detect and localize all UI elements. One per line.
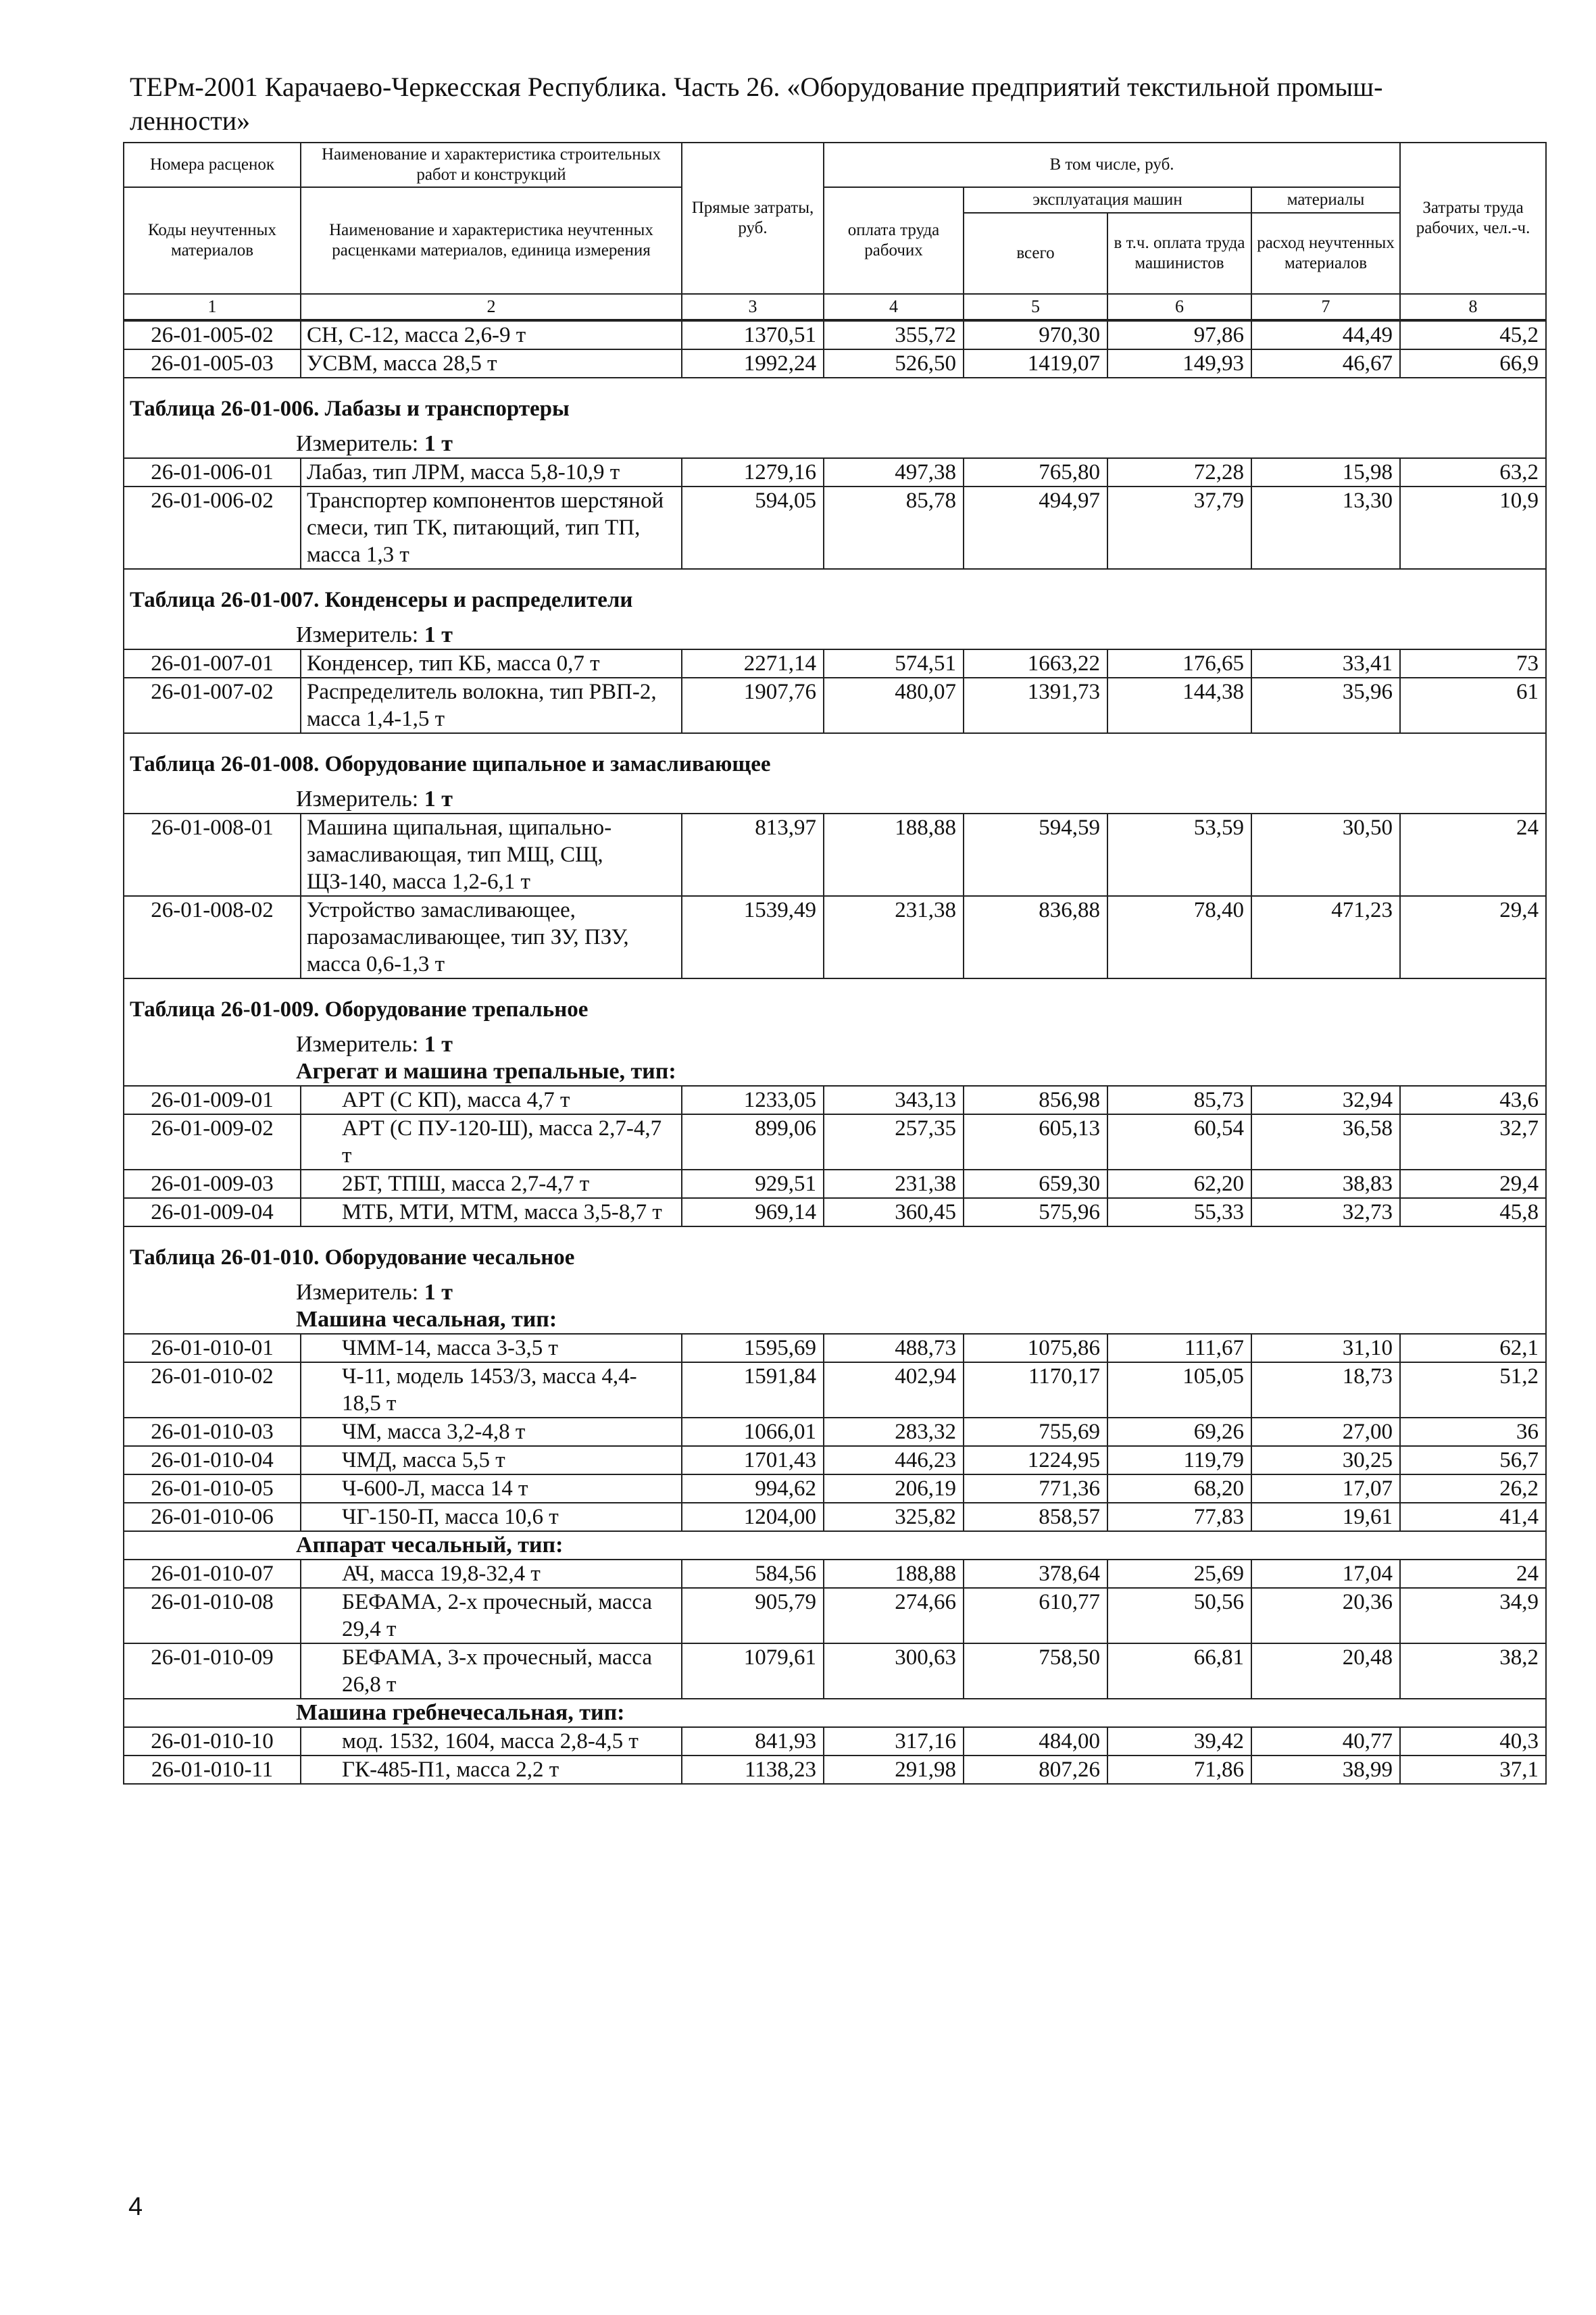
rate-value: 40,3 bbox=[1400, 1727, 1546, 1756]
section-spacer bbox=[124, 778, 1546, 786]
rate-value: 899,06 bbox=[682, 1114, 824, 1170]
section-spacer bbox=[124, 733, 1546, 751]
rate-value: 45,8 bbox=[1400, 1198, 1546, 1226]
rate-value: 30,25 bbox=[1251, 1446, 1400, 1474]
rate-code: 26-01-010-08 bbox=[124, 1588, 301, 1643]
rate-code: 26-01-010-03 bbox=[124, 1418, 301, 1446]
header-materials: материалы bbox=[1251, 187, 1400, 213]
table-row bbox=[124, 896, 1546, 978]
header-machines: эксплуатация машин bbox=[964, 187, 1251, 213]
section-title: Таблица 26-01-006. Лабазы и транспортеры bbox=[124, 395, 1546, 422]
rate-value: 85,73 bbox=[1107, 1086, 1251, 1114]
rate-value: 257,35 bbox=[824, 1114, 964, 1170]
rate-value: 38,99 bbox=[1251, 1756, 1400, 1784]
rate-value: 55,33 bbox=[1107, 1198, 1251, 1226]
rate-value: 85,78 bbox=[824, 487, 964, 569]
rate-value: 36 bbox=[1400, 1418, 1546, 1446]
rate-value: 970,30 bbox=[964, 321, 1107, 349]
section-spacer bbox=[124, 378, 1546, 395]
page-title bbox=[130, 70, 1481, 138]
rate-value: 355,72 bbox=[824, 321, 964, 349]
rate-value: 605,13 bbox=[964, 1114, 1107, 1170]
rate-value: 291,98 bbox=[824, 1756, 964, 1784]
rate-value: 105,05 bbox=[1107, 1362, 1251, 1418]
header-including: В том числе, руб. bbox=[824, 143, 1400, 187]
unit-value: 1 т bbox=[424, 622, 453, 647]
table-row bbox=[124, 1362, 1546, 1418]
rate-value: 17,07 bbox=[1251, 1474, 1400, 1503]
rate-value: 61 bbox=[1400, 678, 1546, 733]
table-row bbox=[124, 678, 1546, 733]
rate-code: 26-01-010-11 bbox=[124, 1756, 301, 1784]
section-spacer bbox=[124, 614, 1546, 622]
rate-code: 26-01-008-02 bbox=[124, 896, 301, 978]
section-spacer bbox=[124, 1271, 1546, 1279]
rate-name: ЧГ-150-П, масса 10,6 т bbox=[301, 1503, 682, 1531]
section-spacer bbox=[124, 569, 1546, 587]
rates-sheet bbox=[123, 142, 1545, 1785]
rate-value: 66,81 bbox=[1107, 1643, 1251, 1699]
rate-value: 1170,17 bbox=[964, 1362, 1107, 1418]
rate-code: 26-01-009-04 bbox=[124, 1198, 301, 1226]
rate-value: 13,30 bbox=[1251, 487, 1400, 569]
rate-value: 18,73 bbox=[1251, 1362, 1400, 1418]
rate-value: 807,26 bbox=[964, 1756, 1107, 1784]
rate-value: 25,69 bbox=[1107, 1560, 1251, 1588]
rate-value: 1279,16 bbox=[682, 458, 824, 487]
rate-name: Распределитель волокна, тип РВП-2, масса 1,4-1,5 т bbox=[301, 678, 682, 733]
rate-value: 176,65 bbox=[1107, 649, 1251, 678]
rate-name: АРТ (С ПУ-120-Ш), масса 2,7-4,7 т bbox=[301, 1114, 682, 1170]
rate-value: 317,16 bbox=[824, 1727, 964, 1756]
rate-value: 526,50 bbox=[824, 349, 964, 378]
table-row bbox=[124, 1086, 1546, 1114]
rate-value: 32,73 bbox=[1251, 1198, 1400, 1226]
rate-value: 24 bbox=[1400, 814, 1546, 896]
rate-value: 40,77 bbox=[1251, 1727, 1400, 1756]
rate-value: 1075,86 bbox=[964, 1334, 1107, 1362]
rate-name: МТБ, МТИ, МТМ, масса 3,5-8,7 т bbox=[301, 1198, 682, 1226]
rate-value: 488,73 bbox=[824, 1334, 964, 1362]
rate-value: 494,97 bbox=[964, 487, 1107, 569]
unit-label: Измеритель: bbox=[296, 622, 419, 647]
table-row bbox=[124, 321, 1546, 349]
rate-value: 300,63 bbox=[824, 1643, 964, 1699]
rate-value: 325,82 bbox=[824, 1503, 964, 1531]
rate-value: 360,45 bbox=[824, 1198, 964, 1226]
rate-code: 26-01-005-02 bbox=[124, 321, 301, 349]
table-row bbox=[124, 814, 1546, 896]
rate-code: 26-01-010-09 bbox=[124, 1643, 301, 1699]
rate-value: 43,6 bbox=[1400, 1086, 1546, 1114]
header-labor-cost: Затраты труда рабочих, чел.-ч. bbox=[1400, 143, 1546, 294]
table-row bbox=[124, 458, 1546, 487]
rate-value: 659,30 bbox=[964, 1170, 1107, 1198]
rate-value: 378,64 bbox=[964, 1560, 1107, 1588]
rate-name: АРТ (С КП), масса 4,7 т bbox=[301, 1086, 682, 1114]
table-row bbox=[124, 1198, 1546, 1226]
unit-of-measure bbox=[124, 622, 1546, 649]
rate-name: ЧМ, масса 3,2-4,8 т bbox=[301, 1418, 682, 1446]
header-work-name: Наименование и характеристика строительных работ и конструкций bbox=[301, 143, 682, 187]
rate-value: 62,20 bbox=[1107, 1170, 1251, 1198]
rate-value: 34,9 bbox=[1400, 1588, 1546, 1643]
rate-value: 37,79 bbox=[1107, 487, 1251, 569]
rate-value: 858,57 bbox=[964, 1503, 1107, 1531]
table-row bbox=[124, 649, 1546, 678]
table-row bbox=[124, 1727, 1546, 1756]
rate-code: 26-01-010-05 bbox=[124, 1474, 301, 1503]
rate-value: 71,86 bbox=[1107, 1756, 1251, 1784]
rate-value: 149,93 bbox=[1107, 349, 1251, 378]
rate-value: 38,2 bbox=[1400, 1643, 1546, 1699]
rate-code: 26-01-009-03 bbox=[124, 1170, 301, 1198]
rates-table bbox=[123, 320, 1547, 1785]
rate-value: 497,38 bbox=[824, 458, 964, 487]
rate-value: 1539,49 bbox=[682, 896, 824, 978]
table-row bbox=[124, 1170, 1546, 1198]
rate-value: 29,4 bbox=[1400, 896, 1546, 978]
rate-name: Ч-600-Л, масса 14 т bbox=[301, 1474, 682, 1503]
rate-name: АЧ, масса 19,8-32,4 т bbox=[301, 1560, 682, 1588]
rate-name: СН, С-12, масса 2,6-9 т bbox=[301, 321, 682, 349]
rate-name: ЧММ-14, масса 3-3,5 т bbox=[301, 1334, 682, 1362]
rate-name: мод. 1532, 1604, масса 2,8-4,5 т bbox=[301, 1727, 682, 1756]
table-row bbox=[124, 1334, 1546, 1362]
rate-code: 26-01-006-01 bbox=[124, 458, 301, 487]
column-number: 5 bbox=[964, 294, 1107, 320]
rate-value: 2271,14 bbox=[682, 649, 824, 678]
column-number: 4 bbox=[824, 294, 964, 320]
rate-value: 575,96 bbox=[964, 1198, 1107, 1226]
rate-value: 594,05 bbox=[682, 487, 824, 569]
rate-value: 60,54 bbox=[1107, 1114, 1251, 1170]
rate-name: ГК-485-П1, масса 2,2 т bbox=[301, 1756, 682, 1784]
section-spacer bbox=[124, 978, 1546, 996]
section-title: Таблица 26-01-007. Конденсеры и распределители bbox=[124, 587, 1546, 614]
header-direct-costs: Прямые затраты, руб. bbox=[682, 143, 824, 294]
rate-value: 69,26 bbox=[1107, 1418, 1251, 1446]
rate-value: 63,2 bbox=[1400, 458, 1546, 487]
rate-value: 26,2 bbox=[1400, 1474, 1546, 1503]
rate-value: 1224,95 bbox=[964, 1446, 1107, 1474]
rate-value: 929,51 bbox=[682, 1170, 824, 1198]
rate-value: 111,67 bbox=[1107, 1334, 1251, 1362]
equipment-subheading: Аппарат чесальный, тип: bbox=[124, 1531, 1546, 1560]
unit-of-measure bbox=[124, 1279, 1546, 1306]
header-materials-usage: расход неучтенных материалов bbox=[1251, 213, 1400, 294]
rate-value: 856,98 bbox=[964, 1086, 1107, 1114]
rate-value: 471,23 bbox=[1251, 896, 1400, 978]
rate-value: 343,13 bbox=[824, 1086, 964, 1114]
rate-value: 68,20 bbox=[1107, 1474, 1251, 1503]
rate-name: Ч-11, модель 1453/3, масса 4,4-18,5 т bbox=[301, 1362, 682, 1418]
rate-code: 26-01-007-01 bbox=[124, 649, 301, 678]
unit-value: 1 т bbox=[424, 1032, 453, 1057]
rate-name: УСВМ, масса 28,5 т bbox=[301, 349, 682, 378]
rate-value: 1701,43 bbox=[682, 1446, 824, 1474]
rate-value: 771,36 bbox=[964, 1474, 1107, 1503]
rate-value: 66,9 bbox=[1400, 349, 1546, 378]
rate-code: 26-01-009-01 bbox=[124, 1086, 301, 1114]
table-row bbox=[124, 487, 1546, 569]
equipment-subheading: Машина гребнечесальная, тип: bbox=[124, 1699, 1546, 1727]
equipment-subheading: Машина чесальная, тип: bbox=[124, 1306, 1546, 1334]
rate-name: Машина щипальная, щипально-замасливающая, тип МЩ, СЩ, ЩЗ-140, масса 1,2-6,1 т bbox=[301, 814, 682, 896]
rate-value: 1907,76 bbox=[682, 678, 824, 733]
rate-value: 39,42 bbox=[1107, 1727, 1251, 1756]
rate-value: 1233,05 bbox=[682, 1086, 824, 1114]
rate-code: 26-01-006-02 bbox=[124, 487, 301, 569]
table-row bbox=[124, 1474, 1546, 1503]
rate-code: 26-01-007-02 bbox=[124, 678, 301, 733]
table-row bbox=[124, 1418, 1546, 1446]
unit-label: Измеритель: bbox=[296, 431, 419, 456]
rate-value: 758,50 bbox=[964, 1643, 1107, 1699]
rate-code: 26-01-010-06 bbox=[124, 1503, 301, 1531]
rate-code: 26-01-010-04 bbox=[124, 1446, 301, 1474]
rate-code: 26-01-005-03 bbox=[124, 349, 301, 378]
rate-value: 17,04 bbox=[1251, 1560, 1400, 1588]
page-title-line1: ТЕРм-2001 Карачаево-Черкесская Республика. Часть 26. «Оборудование предприятий текстильной промыш- bbox=[130, 72, 1383, 102]
rate-value: 78,40 bbox=[1107, 896, 1251, 978]
column-number: 3 bbox=[682, 294, 824, 320]
rate-value: 610,77 bbox=[964, 1588, 1107, 1643]
table-header bbox=[123, 142, 1547, 320]
rate-name: Конденсер, тип КБ, масса 0,7 т bbox=[301, 649, 682, 678]
header-labor-pay: оплата труда рабочих bbox=[824, 187, 964, 294]
rate-name: Устройство замасливающее, парозамасливающее, тип ЗУ, ПЗУ, масса 0,6-1,3 т bbox=[301, 896, 682, 978]
rate-code: 26-01-010-01 bbox=[124, 1334, 301, 1362]
rate-value: 994,62 bbox=[682, 1474, 824, 1503]
rate-value: 1595,69 bbox=[682, 1334, 824, 1362]
rate-value: 44,49 bbox=[1251, 321, 1400, 349]
rate-value: 755,69 bbox=[964, 1418, 1107, 1446]
rate-value: 836,88 bbox=[964, 896, 1107, 978]
column-number: 7 bbox=[1251, 294, 1400, 320]
rate-value: 1138,23 bbox=[682, 1756, 824, 1784]
header-rate-numbers: Номера расценок bbox=[124, 143, 301, 187]
rate-name: БЕФАМА, 3-х прочесный, масса 26,8 т bbox=[301, 1643, 682, 1699]
unit-value: 1 т bbox=[424, 431, 453, 456]
rate-value: 20,48 bbox=[1251, 1643, 1400, 1699]
rate-value: 41,4 bbox=[1400, 1503, 1546, 1531]
column-number: 8 bbox=[1400, 294, 1546, 320]
rate-value: 231,38 bbox=[824, 1170, 964, 1198]
rate-value: 1591,84 bbox=[682, 1362, 824, 1418]
rate-value: 1204,00 bbox=[682, 1503, 824, 1531]
table-row bbox=[124, 1588, 1546, 1643]
rate-value: 29,4 bbox=[1400, 1170, 1546, 1198]
column-number: 2 bbox=[301, 294, 682, 320]
rate-name: БЕФАМА, 2-х прочесный, масса 29,4 т bbox=[301, 1588, 682, 1643]
rate-value: 188,88 bbox=[824, 814, 964, 896]
rate-value: 38,83 bbox=[1251, 1170, 1400, 1198]
page-title-line2: ленности» bbox=[130, 105, 251, 136]
rate-value: 73 bbox=[1400, 649, 1546, 678]
rate-value: 584,56 bbox=[682, 1560, 824, 1588]
rate-value: 1370,51 bbox=[682, 321, 824, 349]
rate-value: 969,14 bbox=[682, 1198, 824, 1226]
table-row bbox=[124, 1643, 1546, 1699]
rate-value: 72,28 bbox=[1107, 458, 1251, 487]
rate-value: 1992,24 bbox=[682, 349, 824, 378]
rate-value: 446,23 bbox=[824, 1446, 964, 1474]
header-material-name: Наименование и характеристика неучтенных расценками материалов, единица измерения bbox=[301, 187, 682, 294]
rate-value: 19,61 bbox=[1251, 1503, 1400, 1531]
section-title: Таблица 26-01-009. Оборудование трепальное bbox=[124, 996, 1546, 1023]
rate-code: 26-01-010-10 bbox=[124, 1727, 301, 1756]
rate-value: 46,67 bbox=[1251, 349, 1400, 378]
rate-value: 36,58 bbox=[1251, 1114, 1400, 1170]
section-title: Таблица 26-01-008. Оборудование щипальное и замасливающее bbox=[124, 751, 1546, 778]
rate-value: 765,80 bbox=[964, 458, 1107, 487]
rate-value: 33,41 bbox=[1251, 649, 1400, 678]
rate-value: 283,32 bbox=[824, 1418, 964, 1446]
table-row bbox=[124, 1560, 1546, 1588]
rate-code: 26-01-010-07 bbox=[124, 1560, 301, 1588]
rate-value: 77,83 bbox=[1107, 1503, 1251, 1531]
rate-value: 574,51 bbox=[824, 649, 964, 678]
rate-name: Лабаз, тип ЛРМ, масса 5,8-10,9 т bbox=[301, 458, 682, 487]
unit-of-measure bbox=[124, 430, 1546, 458]
rate-name: 2БТ, ТПШ, масса 2,7-4,7 т bbox=[301, 1170, 682, 1198]
unit-of-measure bbox=[124, 786, 1546, 814]
rate-value: 45,2 bbox=[1400, 321, 1546, 349]
rate-value: 231,38 bbox=[824, 896, 964, 978]
column-number: 6 bbox=[1107, 294, 1251, 320]
rate-value: 50,56 bbox=[1107, 1588, 1251, 1643]
rate-value: 32,94 bbox=[1251, 1086, 1400, 1114]
rate-value: 62,1 bbox=[1400, 1334, 1546, 1362]
rate-value: 56,7 bbox=[1400, 1446, 1546, 1474]
rate-value: 1079,61 bbox=[682, 1643, 824, 1699]
rate-value: 51,2 bbox=[1400, 1362, 1546, 1418]
rate-name: Транспортер компонентов шерстяной смеси, тип ТК, питающий, тип ТП, масса 1,3 т bbox=[301, 487, 682, 569]
rate-value: 32,7 bbox=[1400, 1114, 1546, 1170]
rate-value: 274,66 bbox=[824, 1588, 964, 1643]
rate-code: 26-01-009-02 bbox=[124, 1114, 301, 1170]
rate-value: 594,59 bbox=[964, 814, 1107, 896]
rate-value: 206,19 bbox=[824, 1474, 964, 1503]
rate-value: 30,50 bbox=[1251, 814, 1400, 896]
table-row bbox=[124, 349, 1546, 378]
rate-value: 813,97 bbox=[682, 814, 824, 896]
unit-label: Измеритель: bbox=[296, 1280, 419, 1305]
rate-value: 1419,07 bbox=[964, 349, 1107, 378]
column-number: 1 bbox=[124, 294, 301, 320]
rate-value: 35,96 bbox=[1251, 678, 1400, 733]
rate-value: 402,94 bbox=[824, 1362, 964, 1418]
rate-value: 119,79 bbox=[1107, 1446, 1251, 1474]
page-number: 4 bbox=[128, 2193, 143, 2221]
rate-value: 188,88 bbox=[824, 1560, 964, 1588]
section-spacer bbox=[124, 1226, 1546, 1244]
rate-value: 1066,01 bbox=[682, 1418, 824, 1446]
rate-value: 53,59 bbox=[1107, 814, 1251, 896]
rate-value: 480,07 bbox=[824, 678, 964, 733]
table-row bbox=[124, 1446, 1546, 1474]
unit-of-measure bbox=[124, 1031, 1546, 1058]
rate-value: 144,38 bbox=[1107, 678, 1251, 733]
table-row bbox=[124, 1503, 1546, 1531]
rate-value: 1663,22 bbox=[964, 649, 1107, 678]
rate-value: 905,79 bbox=[682, 1588, 824, 1643]
table-row bbox=[124, 1756, 1546, 1784]
rate-value: 20,36 bbox=[1251, 1588, 1400, 1643]
header-machinists-pay: в т.ч. оплата труда машинистов bbox=[1107, 213, 1251, 294]
rate-value: 841,93 bbox=[682, 1727, 824, 1756]
unit-value: 1 т bbox=[424, 1280, 453, 1305]
rate-value: 27,00 bbox=[1251, 1418, 1400, 1446]
rate-value: 37,1 bbox=[1400, 1756, 1546, 1784]
section-spacer bbox=[124, 422, 1546, 430]
unit-label: Измеритель: bbox=[296, 1032, 419, 1057]
table-row bbox=[124, 1114, 1546, 1170]
unit-label: Измеритель: bbox=[296, 787, 419, 812]
rate-value: 10,9 bbox=[1400, 487, 1546, 569]
header-material-codes: Коды неучтенных материалов bbox=[124, 187, 301, 294]
section-spacer bbox=[124, 1023, 1546, 1031]
section-title: Таблица 26-01-010. Оборудование чесальное bbox=[124, 1244, 1546, 1271]
rate-name: ЧМД, масса 5,5 т bbox=[301, 1446, 682, 1474]
rate-value: 97,86 bbox=[1107, 321, 1251, 349]
rate-code: 26-01-010-02 bbox=[124, 1362, 301, 1418]
rate-value: 31,10 bbox=[1251, 1334, 1400, 1362]
rate-code: 26-01-008-01 bbox=[124, 814, 301, 896]
rate-value: 484,00 bbox=[964, 1727, 1107, 1756]
header-machines-total: всего bbox=[964, 213, 1107, 294]
rate-value: 1391,73 bbox=[964, 678, 1107, 733]
unit-value: 1 т bbox=[424, 787, 453, 812]
rate-value: 15,98 bbox=[1251, 458, 1400, 487]
rate-value: 24 bbox=[1400, 1560, 1546, 1588]
equipment-subheading: Агрегат и машина трепальные, тип: bbox=[124, 1058, 1546, 1086]
